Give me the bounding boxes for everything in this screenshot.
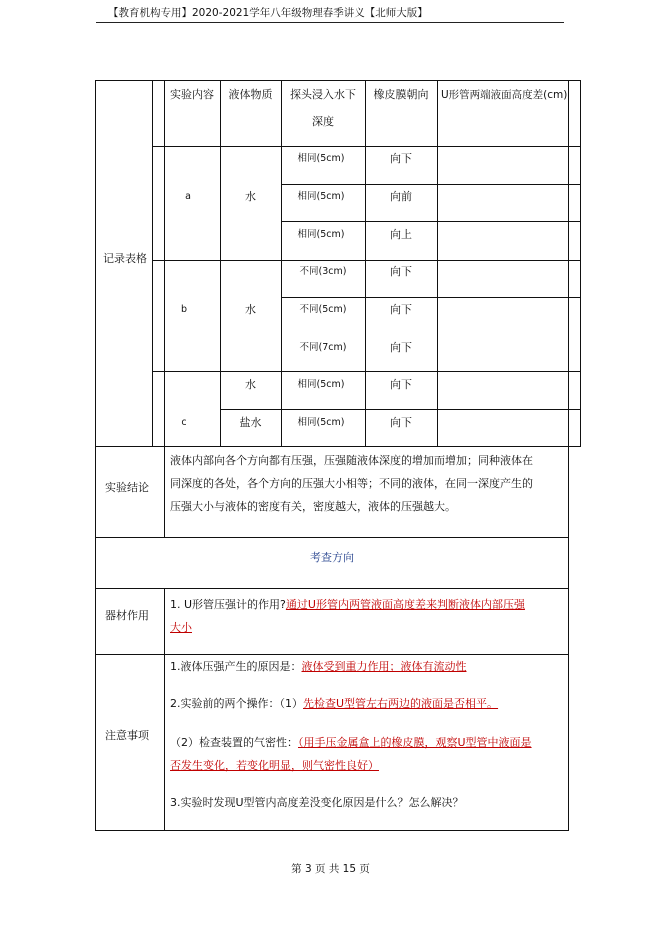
notes-label: 注意事项 bbox=[105, 729, 149, 742]
depth-cell: 相同(5cm) bbox=[297, 191, 345, 202]
note-2-question: 2.实验前的两个操作：（1） bbox=[170, 697, 303, 710]
page-footer: 第 3 页 共 15 页 bbox=[291, 863, 370, 875]
direction-cell: 向前 bbox=[390, 190, 412, 203]
depth-cell: 不同(5cm) bbox=[299, 304, 347, 315]
group-c-liquid-water: 水 bbox=[245, 378, 256, 391]
direction-cell: 向下 bbox=[390, 303, 412, 316]
conclusion-line: 同深度的各处，各个方向的压强大小相等；不同的液体，在同一深度产生的 bbox=[170, 477, 533, 490]
depth-cell: 相同(5cm) bbox=[297, 417, 345, 428]
conclusion-text bbox=[170, 449, 562, 518]
note-1 bbox=[170, 660, 467, 674]
group-c-liquid-brine: 盐水 bbox=[239, 416, 262, 429]
group-a-liquid: 水 bbox=[245, 190, 256, 203]
header-rule bbox=[96, 22, 564, 23]
note-2-answer: 先检查U型管左右两边的液面是否相平。 bbox=[303, 697, 499, 710]
equipment-label: 器材作用 bbox=[105, 609, 149, 622]
conclusion-label: 实验结论 bbox=[105, 481, 149, 494]
group-b-liquid: 水 bbox=[245, 303, 256, 316]
direction-cell: 向下 bbox=[390, 152, 412, 165]
direction-cell: 向下 bbox=[390, 341, 412, 354]
page-header: 【教育机构专用】2020-2021学年八年级物理春季讲义【北师大版】 bbox=[108, 7, 428, 19]
note-4: 3.实验时发现U型管内高度差没变化原因是什么？怎么解决？ bbox=[170, 796, 464, 809]
col-header-depth-2: 深度 bbox=[312, 115, 334, 128]
note-3-answer-cont: 否发生变化，若变化明显，则气密性良好） bbox=[170, 759, 379, 772]
group-a-id: a bbox=[185, 191, 191, 202]
direction-cell: 向下 bbox=[390, 265, 412, 278]
group-c-id: c bbox=[181, 417, 187, 428]
conclusion-line: 压强大小与液体的密度有关，密度越大，液体的压强越大。 bbox=[170, 500, 456, 513]
depth-cell: 不同(7cm) bbox=[299, 342, 347, 353]
note-2 bbox=[170, 697, 498, 711]
col-header-content: 实验内容 bbox=[170, 88, 214, 101]
exam-direction-heading: 考查方向 bbox=[310, 551, 354, 564]
col-header-direction: 橡皮膜朝向 bbox=[373, 88, 429, 101]
direction-cell: 向下 bbox=[390, 416, 412, 429]
equipment-question: 1. U形管压强计的作用? bbox=[170, 598, 286, 611]
note-3-question: （2）检查装置的气密性： bbox=[170, 736, 298, 749]
depth-cell: 相同(5cm) bbox=[297, 379, 345, 390]
group-b-id: b bbox=[180, 304, 188, 315]
note-3 bbox=[170, 731, 565, 777]
col-header-depth: 探头浸入水下 bbox=[290, 88, 356, 101]
conclusion-line: 液体内部向各个方向都有压强，压强随液体深度的增加而增加；同种液体在 bbox=[170, 454, 533, 467]
depth-cell: 相同(5cm) bbox=[297, 153, 345, 164]
note-3-answer: （用手压金属盒上的橡皮膜，观察U型管中液面是 bbox=[298, 736, 532, 749]
direction-cell: 向下 bbox=[390, 378, 412, 391]
note-1-answer: 液体受到重力作用；液体有流动性 bbox=[301, 660, 467, 673]
note-1-question: 1.液体压强产生的原因是： bbox=[170, 660, 302, 673]
record-label: 记录表格 bbox=[103, 252, 147, 265]
col-header-height-diff: U形管两端液面高度差(cm) bbox=[441, 89, 568, 101]
depth-cell: 不同(3cm) bbox=[299, 266, 347, 277]
direction-cell: 向上 bbox=[390, 228, 412, 241]
depth-cell: 相同(5cm) bbox=[297, 229, 345, 240]
equipment-answer-cont: 大小 bbox=[170, 621, 192, 634]
col-header-liquid: 液体物质 bbox=[228, 88, 273, 101]
equipment-text bbox=[170, 593, 565, 639]
equipment-answer: 通过U形管内两管液面高度差来判断液体内部压强 bbox=[285, 598, 525, 611]
